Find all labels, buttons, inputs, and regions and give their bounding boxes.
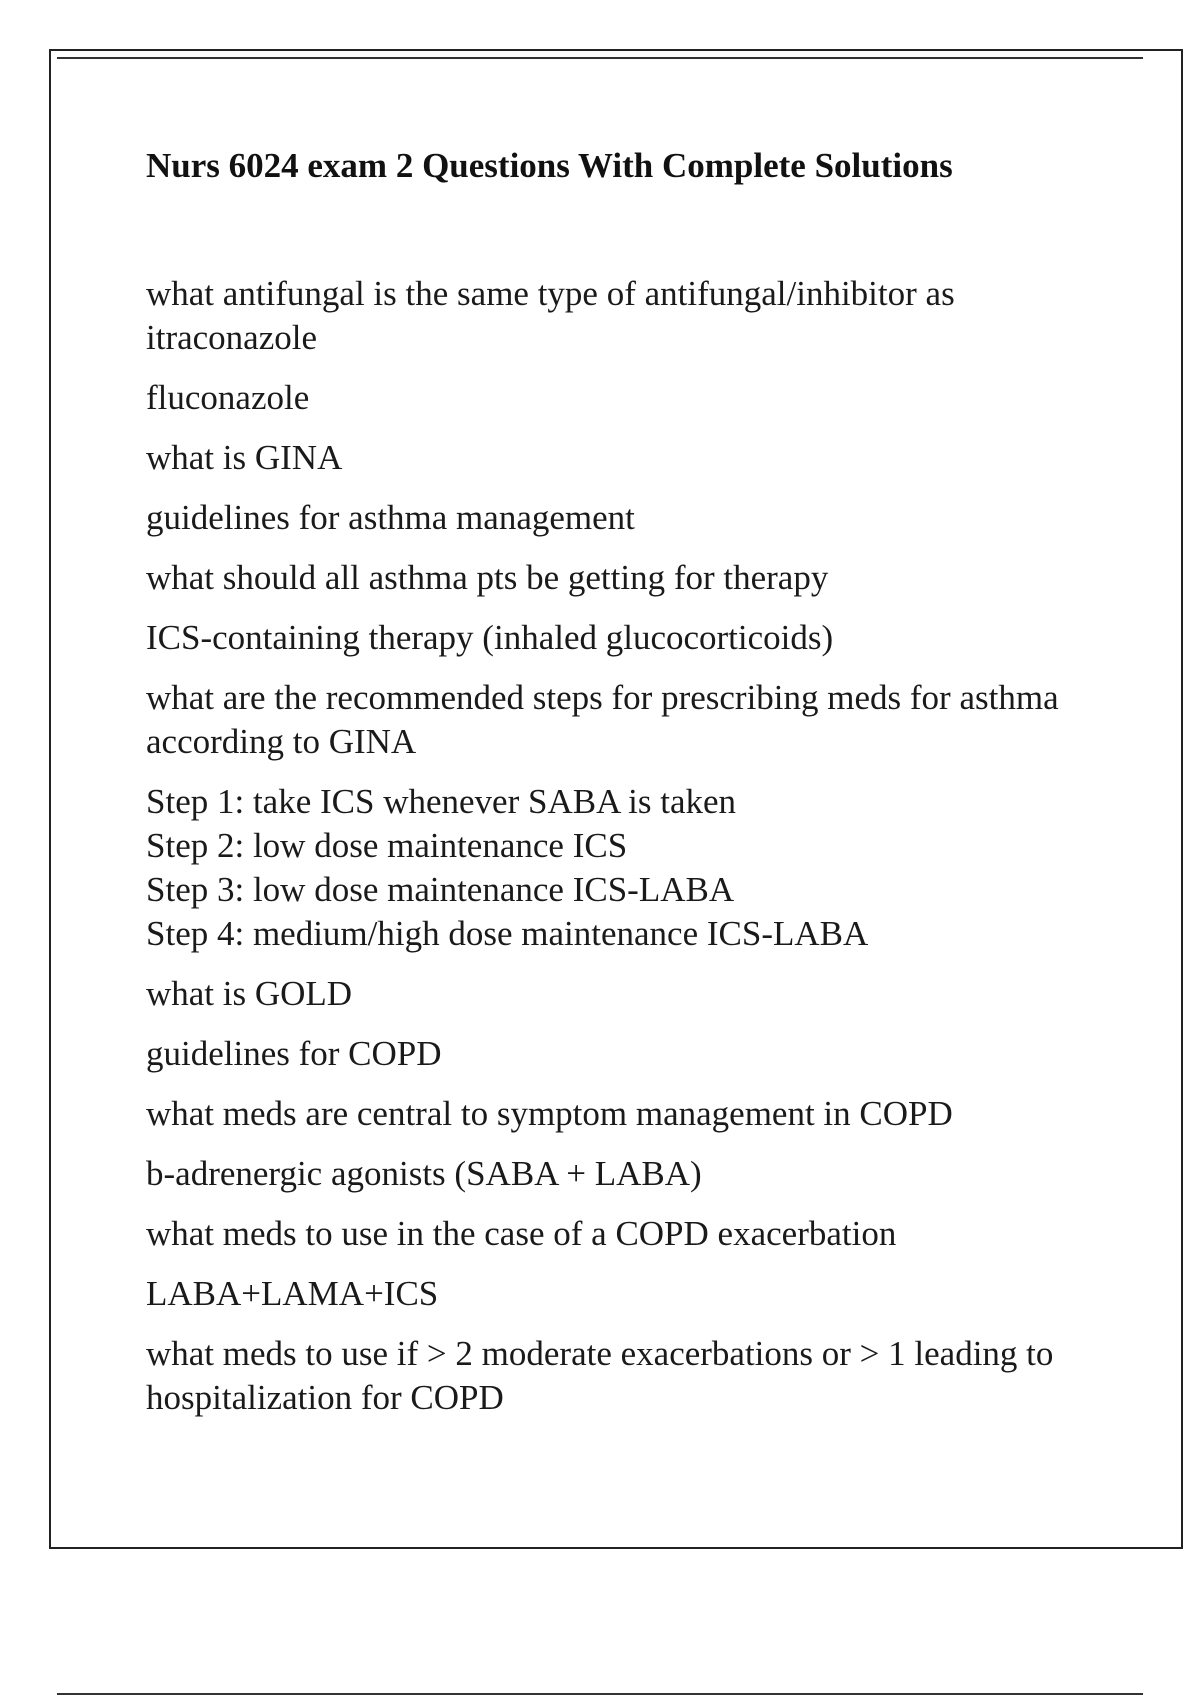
answer-gold: guidelines for COPD bbox=[146, 1034, 442, 1073]
question-gina: what is GINA bbox=[146, 438, 343, 477]
question-asthma-therapy: what should all asthma pts be getting for therapy bbox=[146, 558, 829, 597]
question-antifungal: what antifungal is the same type of antifungal/inhibitor as itraconazole bbox=[146, 274, 955, 357]
document-title: Nurs 6024 exam 2 Questions With Complete Solutions bbox=[146, 146, 953, 185]
answer-copd-symptom-meds: b-adrenergic agonists (SABA + LABA) bbox=[146, 1154, 702, 1193]
question-copd-symptom-meds: what meds are central to symptom management in COPD bbox=[146, 1094, 953, 1133]
question-copd-hospitalization: what meds to use if > 2 moderate exacerbations or > 1 leading to hospitalization for COPD bbox=[146, 1334, 1054, 1417]
answer-antifungal: fluconazole bbox=[146, 378, 310, 417]
bottom-rule bbox=[57, 1693, 1143, 1695]
answer-asthma-therapy: ICS-containing therapy (inhaled glucocorticoids) bbox=[146, 618, 834, 657]
answer-gina-steps: Step 1: take ICS whenever SABA is taken Step 2: low dose maintenance ICS Step 3: low dose maintenance ICS-LABA Step 4: medium/high dose maintenance ICS-LABA bbox=[146, 782, 869, 953]
answer-gina: guidelines for asthma management bbox=[146, 498, 635, 537]
top-rule bbox=[57, 57, 1143, 59]
answer-copd-exacerbation: LABA+LAMA+ICS bbox=[146, 1274, 439, 1313]
question-gina-steps: what are the recommended steps for prescribing meds for asthma according to GINA bbox=[146, 678, 1059, 761]
document-body bbox=[146, 144, 1106, 1436]
question-copd-exacerbation: what meds to use in the case of a COPD exacerbation bbox=[146, 1214, 897, 1253]
question-gold: what is GOLD bbox=[146, 974, 353, 1013]
